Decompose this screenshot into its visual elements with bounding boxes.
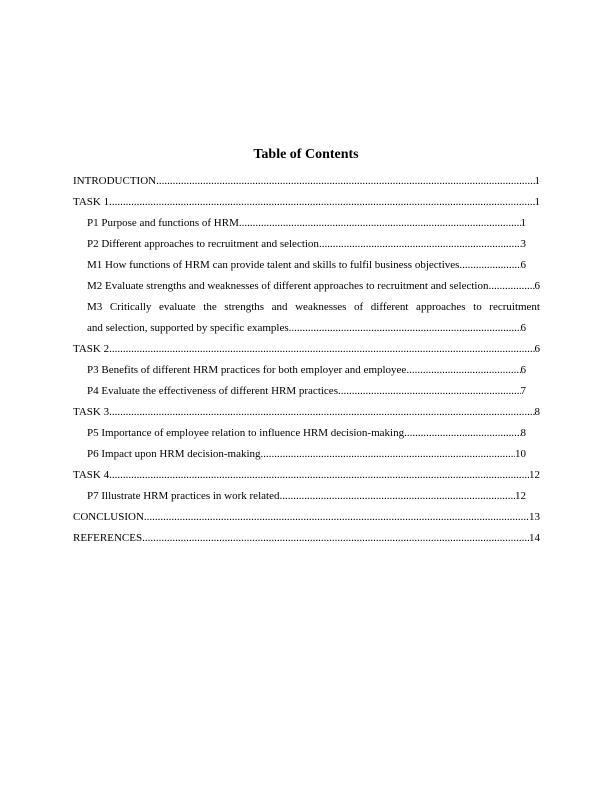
toc-leader-dots [282,490,515,503]
toc-entry-label: P2 Different approaches to recruitment and selection [87,238,319,250]
table-of-contents [73,175,540,553]
toc-entry-label: P3 Benefits of different HRM practices for both employer and employee [87,364,407,376]
toc-entry-page: 1 [534,196,540,208]
toc-entry-page: 8 [534,406,540,418]
toc-leader-dots [109,469,529,482]
toc-entry-m1[interactable] [73,259,540,280]
toc-leader-dots [142,532,529,545]
toc-entry-label: P4 Evaluate the effectiveness of different HRM practices [87,385,338,397]
toc-leader-dots [261,448,515,461]
toc-entry-page: 6 [520,364,526,376]
toc-entry-p7[interactable] [73,490,540,511]
toc-entry-page: 6 [534,343,540,355]
toc-leader-dots [109,406,534,419]
toc-leader-dots [144,511,529,524]
toc-leader-dots [488,280,534,293]
toc-leader-dots [462,259,520,272]
toc-entry-p3[interactable] [73,364,540,385]
toc-entry-page: 1 [534,175,540,187]
toc-entry-label: TASK 3 [73,406,110,418]
toc-entry-p5[interactable] [73,427,540,448]
toc-entry-page: 6 [520,259,526,271]
toc-entry-m2[interactable] [73,280,540,301]
toc-leader-dots [319,238,521,251]
toc-entry-label: INTRODUCTION [73,175,157,187]
toc-entry-label: TASK 4 [73,469,110,481]
toc-entry-label-line2: and selection, supported by specific examples. [87,322,292,334]
toc-entry-label: P6 Impact upon HRM decision-making [87,448,261,460]
toc-entry-p4[interactable] [73,385,540,406]
toc-entry-label: M1 How functions of HRM can provide talent and skills to fulfil business objectives. [87,259,463,271]
toc-entry-page: 3 [520,238,526,250]
toc-leader-dots [109,343,534,356]
toc-leader-dots [156,175,534,188]
toc-entry-page: 12 [529,469,540,481]
toc-entry-page: 10 [515,448,526,460]
toc-leader-dots [338,385,521,398]
toc-entry-references[interactable] [73,532,540,553]
toc-entry-task-1[interactable] [73,196,540,217]
toc-entry-label: CONCLUSION [73,511,144,523]
toc-leader-dots [407,427,521,440]
toc-entry-label: P7 Illustrate HRM practices in work related. [87,490,283,502]
toc-entry-p1[interactable] [73,217,540,238]
toc-entry-conclusion[interactable] [73,511,540,532]
toc-entry-page: 7 [520,385,526,397]
toc-entry-task-3[interactable] [73,406,540,427]
toc-entry-label: TASK 2 [73,343,110,355]
toc-title: Table of Contents [253,147,359,162]
toc-leader-dots [239,217,521,230]
toc-entry-page: 6 [520,322,526,334]
toc-entry-page: 1 [520,217,526,229]
toc-leader-dots [406,364,520,377]
toc-entry-label: TASK 1 [73,196,110,208]
toc-entry-page: 6 [534,280,540,292]
toc-entry-label: P5 Importance of employee relation to influence HRM decision-making. [87,427,407,439]
toc-entry-p2[interactable] [73,238,540,259]
toc-entry-task-4[interactable] [73,469,540,490]
toc-entry-page: 14 [529,532,540,544]
toc-entry-page: 13 [529,511,540,523]
toc-entry-page: 12 [515,490,526,502]
toc-leader-dots [291,322,520,335]
toc-entry-label: REFERENCES [73,532,143,544]
toc-entry-p6[interactable] [73,448,540,469]
toc-entry-page: 8 [520,427,526,439]
toc-entry-task-2[interactable] [73,343,540,364]
toc-entry-label: P1 Purpose and functions of HRM [87,217,239,229]
toc-entry-m3[interactable] [73,301,540,343]
toc-leader-dots [109,196,534,209]
toc-entry-label-line1: M3 Critically evaluate the strengths and weaknesses of different approaches to recruitment [87,301,540,313]
toc-entry-introduction[interactable] [73,175,540,196]
toc-entry-label-line2-row [87,322,540,343]
toc-entry-label: M2 Evaluate strengths and weaknesses of different approaches to recruitment and selection [87,280,489,292]
